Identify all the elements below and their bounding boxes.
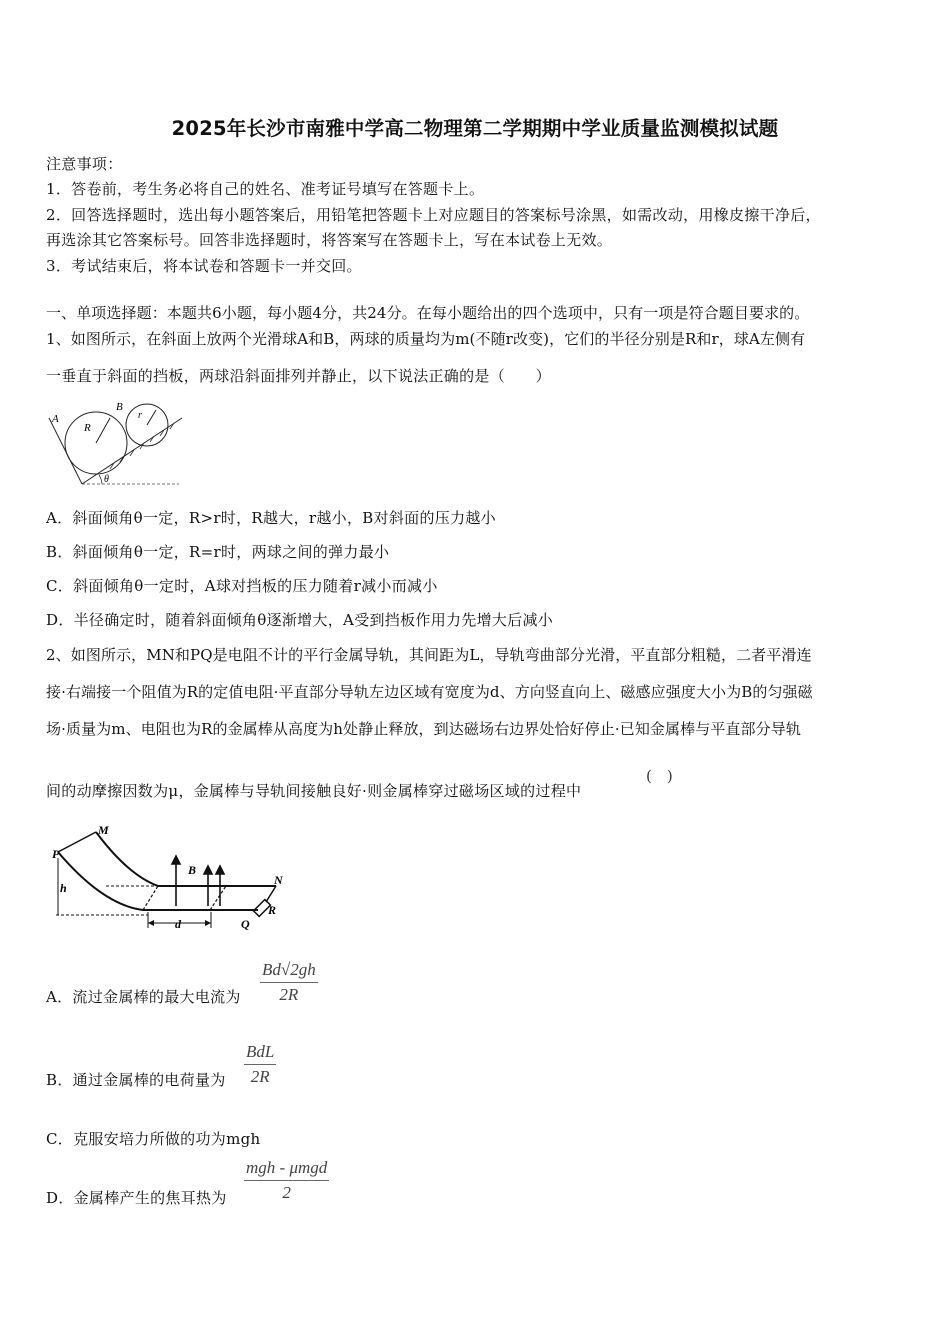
q1-option-d: D．半径确定时，随着斜面倾角θ逐渐增大，A受到挡板作用力先增大后减小 <box>46 611 554 629</box>
q1-option-a: A．斜面倾角θ一定，R>r时，R越大，r越小，B对斜面的压力越小 <box>46 509 496 527</box>
q1-stem: 一垂直于斜面的挡板，两球沿斜面排列并静止，以下说法正确的是（ ） <box>46 367 551 385</box>
formula-numerator: Bd√2gh <box>262 960 316 979</box>
label-b: B <box>188 863 197 877</box>
notice-item: 3．考试结束后，将本试卷和答题卡一并交回。 <box>46 257 362 275</box>
q2-option-d: D．金属棒产生的焦耳热为 <box>46 1189 227 1207</box>
label-r: R <box>268 903 277 917</box>
q2-figure <box>48 820 298 945</box>
label-d: d <box>175 917 181 931</box>
q2-stem: 间的动摩擦因数为μ，金属棒与导轨间接触良好·则金属棒穿过磁场区域的过程中 <box>46 782 582 800</box>
q2-option-a-formula <box>260 960 318 1005</box>
q2-stem: 场·质量为m、电阻也为R的金属棒从高度为h处静止释放，到达磁场右边界处恰好停止·已知金属棒与平直部分导轨 <box>46 720 801 738</box>
label-small-r: r <box>138 410 142 421</box>
notice-item: 1．答卷前，考生务必将自己的姓名、准考证号填写在答题卡上。 <box>46 180 485 198</box>
q2-option-a: A．流过金属棒的最大电流为 <box>46 988 241 1006</box>
q2-answer-blank: ( ) <box>646 767 673 785</box>
q1-stem: 1、如图所示，在斜面上放两个光滑球A和B，两球的质量均为m(不随r改变)，它们的半径分别是R和r，球A左侧有 <box>46 330 806 348</box>
page-title: 2025年长沙市南雅中学高二物理第二学期期中学业质量监测模拟试题 <box>171 117 779 140</box>
q2-option-c: C．克服安培力所做的功为mgh <box>46 1130 261 1148</box>
label-big-r: R <box>84 422 91 434</box>
q2-option-d-formula <box>244 1158 329 1203</box>
label-a: A <box>52 413 59 425</box>
label-m: M <box>98 823 109 837</box>
label-n: N <box>274 873 283 887</box>
formula-denominator: 2R <box>250 1067 270 1086</box>
q1-option-b: B．斜面倾角θ一定，R=r时，两球之间的弹力最小 <box>46 543 390 561</box>
section-heading: 一、单项选择题：本题共6小题，每小题4分，共24分。在每小题给出的四个选项中，只有一项是符合题目要求的。 <box>46 304 810 322</box>
notice-heading: 注意事项： <box>46 155 123 173</box>
label-q: Q <box>241 917 250 931</box>
formula-denominator: 2R <box>279 985 299 1004</box>
label-h: h <box>60 881 67 895</box>
q2-stem: 2、如图所示，MN和PQ是电阻不计的平行金属导轨，其间距为L，导轨弯曲部分光滑，平直部分粗糙，二者平滑连 <box>46 646 812 664</box>
formula-numerator: BdL <box>246 1042 275 1061</box>
label-theta: θ <box>104 474 109 485</box>
q2-option-b: B．通过金属棒的电荷量为 <box>46 1071 226 1089</box>
label-b: B <box>116 401 123 413</box>
formula-denominator: 2 <box>282 1183 291 1202</box>
notice-item: 再选涂其它答案标号。回答非选择题时，将答案写在答题卡上，写在本试卷上无效。 <box>46 231 613 249</box>
formula-numerator: mgh - μmgd <box>246 1158 328 1177</box>
q1-option-c: C．斜面倾角θ一定时，A球对挡板的压力随着r减小而减小 <box>46 577 438 595</box>
q2-option-b-formula <box>244 1042 276 1087</box>
q2-stem: 接·右端接一个阻值为R的定值电阻·平直部分导轨左边区域有宽度为d、方向竖直向上、磁感应强度大小为B的匀强磁 <box>46 683 813 701</box>
notice-item: 2．回答选择题时，选出每小题答案后，用铅笔把答题卡上对应题目的答案标号涂黑，如需改动，用橡皮擦干净后， <box>46 206 821 224</box>
label-p: P <box>52 847 60 861</box>
q1-figure <box>44 396 184 491</box>
